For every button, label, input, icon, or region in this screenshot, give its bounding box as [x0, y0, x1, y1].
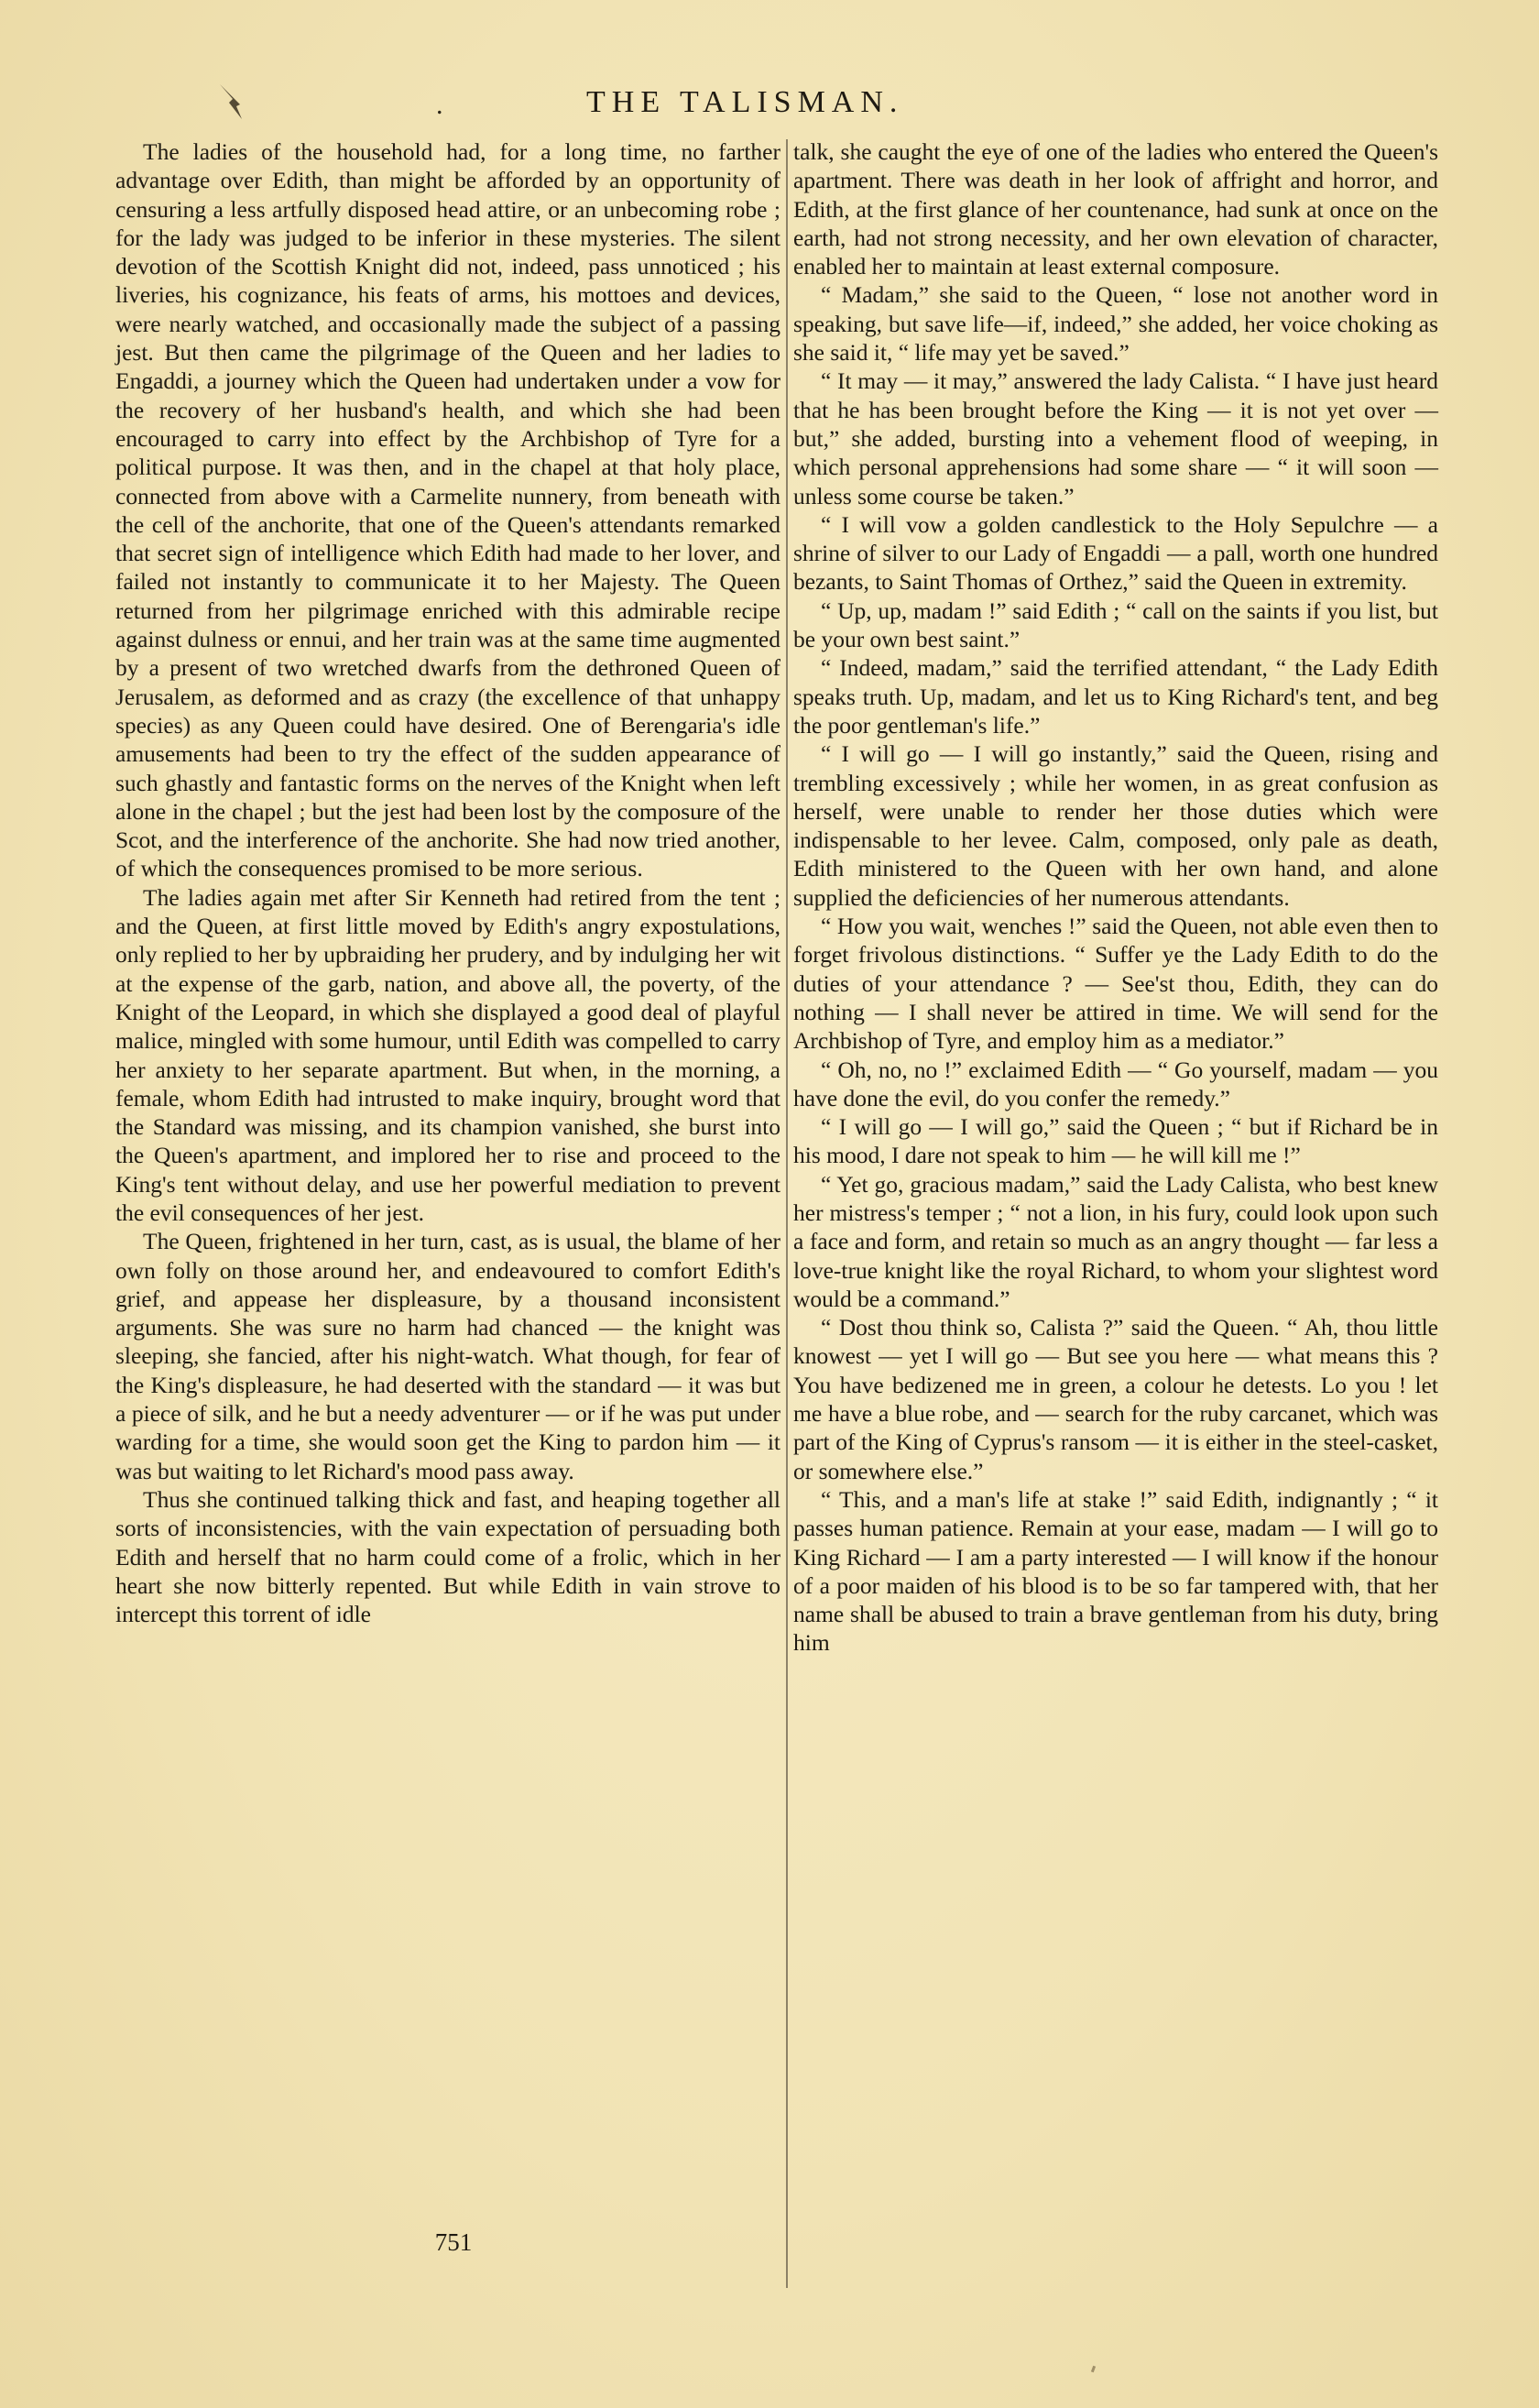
paper-speck — [1091, 2366, 1096, 2373]
paragraph: “ It may — it may,” answered the lady Calista. “ I have just heard that he has been brought before the King — it is not yet over — but,” she added, bursting into a vehement flood of weeping, in which personal apprehensions had some share — “ it will soon — unless some course be taken.” — [793, 367, 1438, 509]
paragraph: talk, she caught the eye of one of the ladies who entered the Queen's apartment. There was death in her look of affright and horror, and Edith, at the first glance of her countenance, had sunk at once on the earth, had not strong necessity, and her own elevation of character, enabled her to maintain at least external composure. — [793, 138, 1438, 280]
page-number: 751 — [434, 2228, 473, 2256]
paragraph: The Queen, frightened in her turn, cast, as is usual, the blame of her own folly on those around her, and endeavoured to comfort Edith's grief, and appease her displeasure, by a thousand inconsistent arguments. She was sure no harm had chanced — the knight was sleeping, she fancied, after his night-watch. What though, for fear of the King's displeasure, he had deserted with the standard — it was but a piece of silk, and he but a needy adventurer — or if he was put under warding for a time, she would soon get the King to pardon him — it was but waiting to let Richard's mood pass away. — [115, 1228, 780, 1484]
paragraph: “ Dost thou think so, Calista ?” said the Queen. “ Ah, thou little knowest — yet I will go — But see you here — what means this ? You have bedizened me in green, a colour he detests. Lo you ! let me have a blue robe, and — search for the ruby carcanet, which was part of the King of Cyprus's ransom — it is either in the steel-casket, or somewhere else.” — [793, 1314, 1438, 1484]
paragraph: “ Up, up, madam !” said Edith ; “ call on the saints if you list, but be your own best saint.” — [793, 597, 1438, 653]
column-divider — [786, 139, 788, 2288]
running-title: THE TALISMAN. — [586, 85, 904, 119]
paragraph: Thus she continued talking thick and fast, and heaping together all sorts of inconsistencies, with the vain expectation of persuading both Edith and herself that no harm could come of a frolic, which in her heart she now bitterly repented. But while Edith in vain strove to intercept this torrent of idle — [115, 1485, 780, 1628]
paragraph: The ladies again met after Sir Kenneth had retired from the tent ; and the Queen, at first little moved by Edith's angry expostulations, only replied to her by upbraiding her prudery, and by indulging her wit at the expense of the garb, nation, and above all, the poverty, of the Knight of the Leopard, in which she displayed a good deal of playful malice, mingled with some humour, until Edith was compelled to carry her anxiety to her separate apartment. But when, in the morning, a female, whom Edith had intrusted to make inquiry, brought word that the Standard was missing, and its champion vanished, she burst into the Queen's apartment, and implored her to rise and proceed to the King's tent without delay, and use her powerful mediation to prevent the evil consequences of her jest. — [115, 883, 780, 1226]
paragraph: “ I will vow a golden candlestick to the Holy Sepulchre — a shrine of silver to our Lady of Engaddi — a pall, worth one hundred bezants, to Saint Thomas of Orthez,” said the Queen in extremity. — [793, 510, 1438, 596]
paragraph: “ I will go — I will go,” said the Queen ; “ but if Richard be in his mood, I dare not speak to him — he will kill me !” — [793, 1113, 1438, 1169]
paragraph: “ How you wait, wenches !” said the Queen, not able even then to forget frivolous distinctions. “ Suffer ye the Lady Edith to do the duties of your attendance ? — See'st thou, Edith, they can do nothing — I shall never be attired in time. We will send for the Archbishop of Tyre, and employ him as a mediator.” — [793, 913, 1438, 1055]
paragraph: “ This, and a man's life at stake !” said Edith, indignantly ; “ it passes human patience. Remain at your ease, madam — I will go to King Richard — I am a party interested — I will know if the honour of a poor maiden of his blood is to be so far tampered with, that her name shall be abused to train a brave gentleman from his duty, bring him — [793, 1485, 1438, 1657]
paragraph: “ Yet go, gracious madam,” said the Lady Calista, who best knew her mistress's temper ; “ not a lion, in his fury, could look upon such a face and form, and retain so much as an angry thought — far less a love-true knight like the royal Richard, to whom your slightest word would be a command.” — [793, 1170, 1438, 1312]
right-column — [793, 137, 1438, 1658]
header-dot: . — [436, 90, 443, 120]
paragraph: “ Oh, no, no !” exclaimed Edith — “ Go yourself, madam — you have done the evil, do you confer the remedy.” — [793, 1056, 1438, 1111]
ink-mark-icon — [216, 79, 253, 125]
left-column — [115, 137, 780, 1628]
paragraph: The ladies of the household had, for a long time, no farther advantage over Edith, than might be afforded by an opportunity of censuring a less artfully disposed head attire, or an unbecoming robe ; for the lady was judged to be inferior in these mysteries. The silent devotion of the Scottish Knight did not, indeed, pass unnoticed ; his liveries, his cognizance, his feats of arms, his mottoes and devices, were nearly watched, and occasionally made the subject of a passing jest. But then came the pilgrimage of the Queen and her ladies to Engaddi, a journey which the Queen had undertaken under a vow for the recovery of her husband's health, and which she had been encouraged to carry into effect by the Archbishop of Tyre for a political purpose. It was then, and in the chapel at that holy place, connected from above with a Carmelite nunnery, from beneath with the cell of the anchorite, that one of the Queen's attendants remarked that secret sign of intelligence which Edith had made to her lover, and failed not instantly to communicate it to her Majesty. The Queen returned from her pilgrimage enriched with this admirable recipe against dulness or ennui, and her train was at the same time augmented by a present of two wretched dwarfs from the dethroned Queen of Jerusalem, as deformed and as crazy (the excellence of that unhappy species) as any Queen could have desired. One of Berengaria's idle amusements had been to try the effect of the sudden appearance of such ghastly and fantastic forms on the nerves of the Knight when left alone in the chapel ; but the jest had been lost by the composure of the Scot, and the interference of the anchorite. She had now tried another, of which the consequences promised to be more serious. — [115, 138, 780, 882]
paragraph: “ Madam,” she said to the Queen, “ lose not another word in speaking, but save life—if, indeed,” she added, her voice choking as she said it, “ life may yet be saved.” — [793, 281, 1438, 367]
paragraph: “ I will go — I will go instantly,” said the Queen, rising and trembling excessively ; while her women, in as great confusion as herself, were unable to render her those duties which were indispensable to her levee. Calm, composed, only pale as death, Edith ministered to the Queen with her own hand, and alone supplied the deficiencies of her numerous attendants. — [793, 740, 1438, 911]
paragraph: “ Indeed, madam,” said the terrified attendant, “ the Lady Edith speaks truth. Up, madam, and let us to King Richard's tent, and beg the poor gentleman's life.” — [793, 654, 1438, 739]
